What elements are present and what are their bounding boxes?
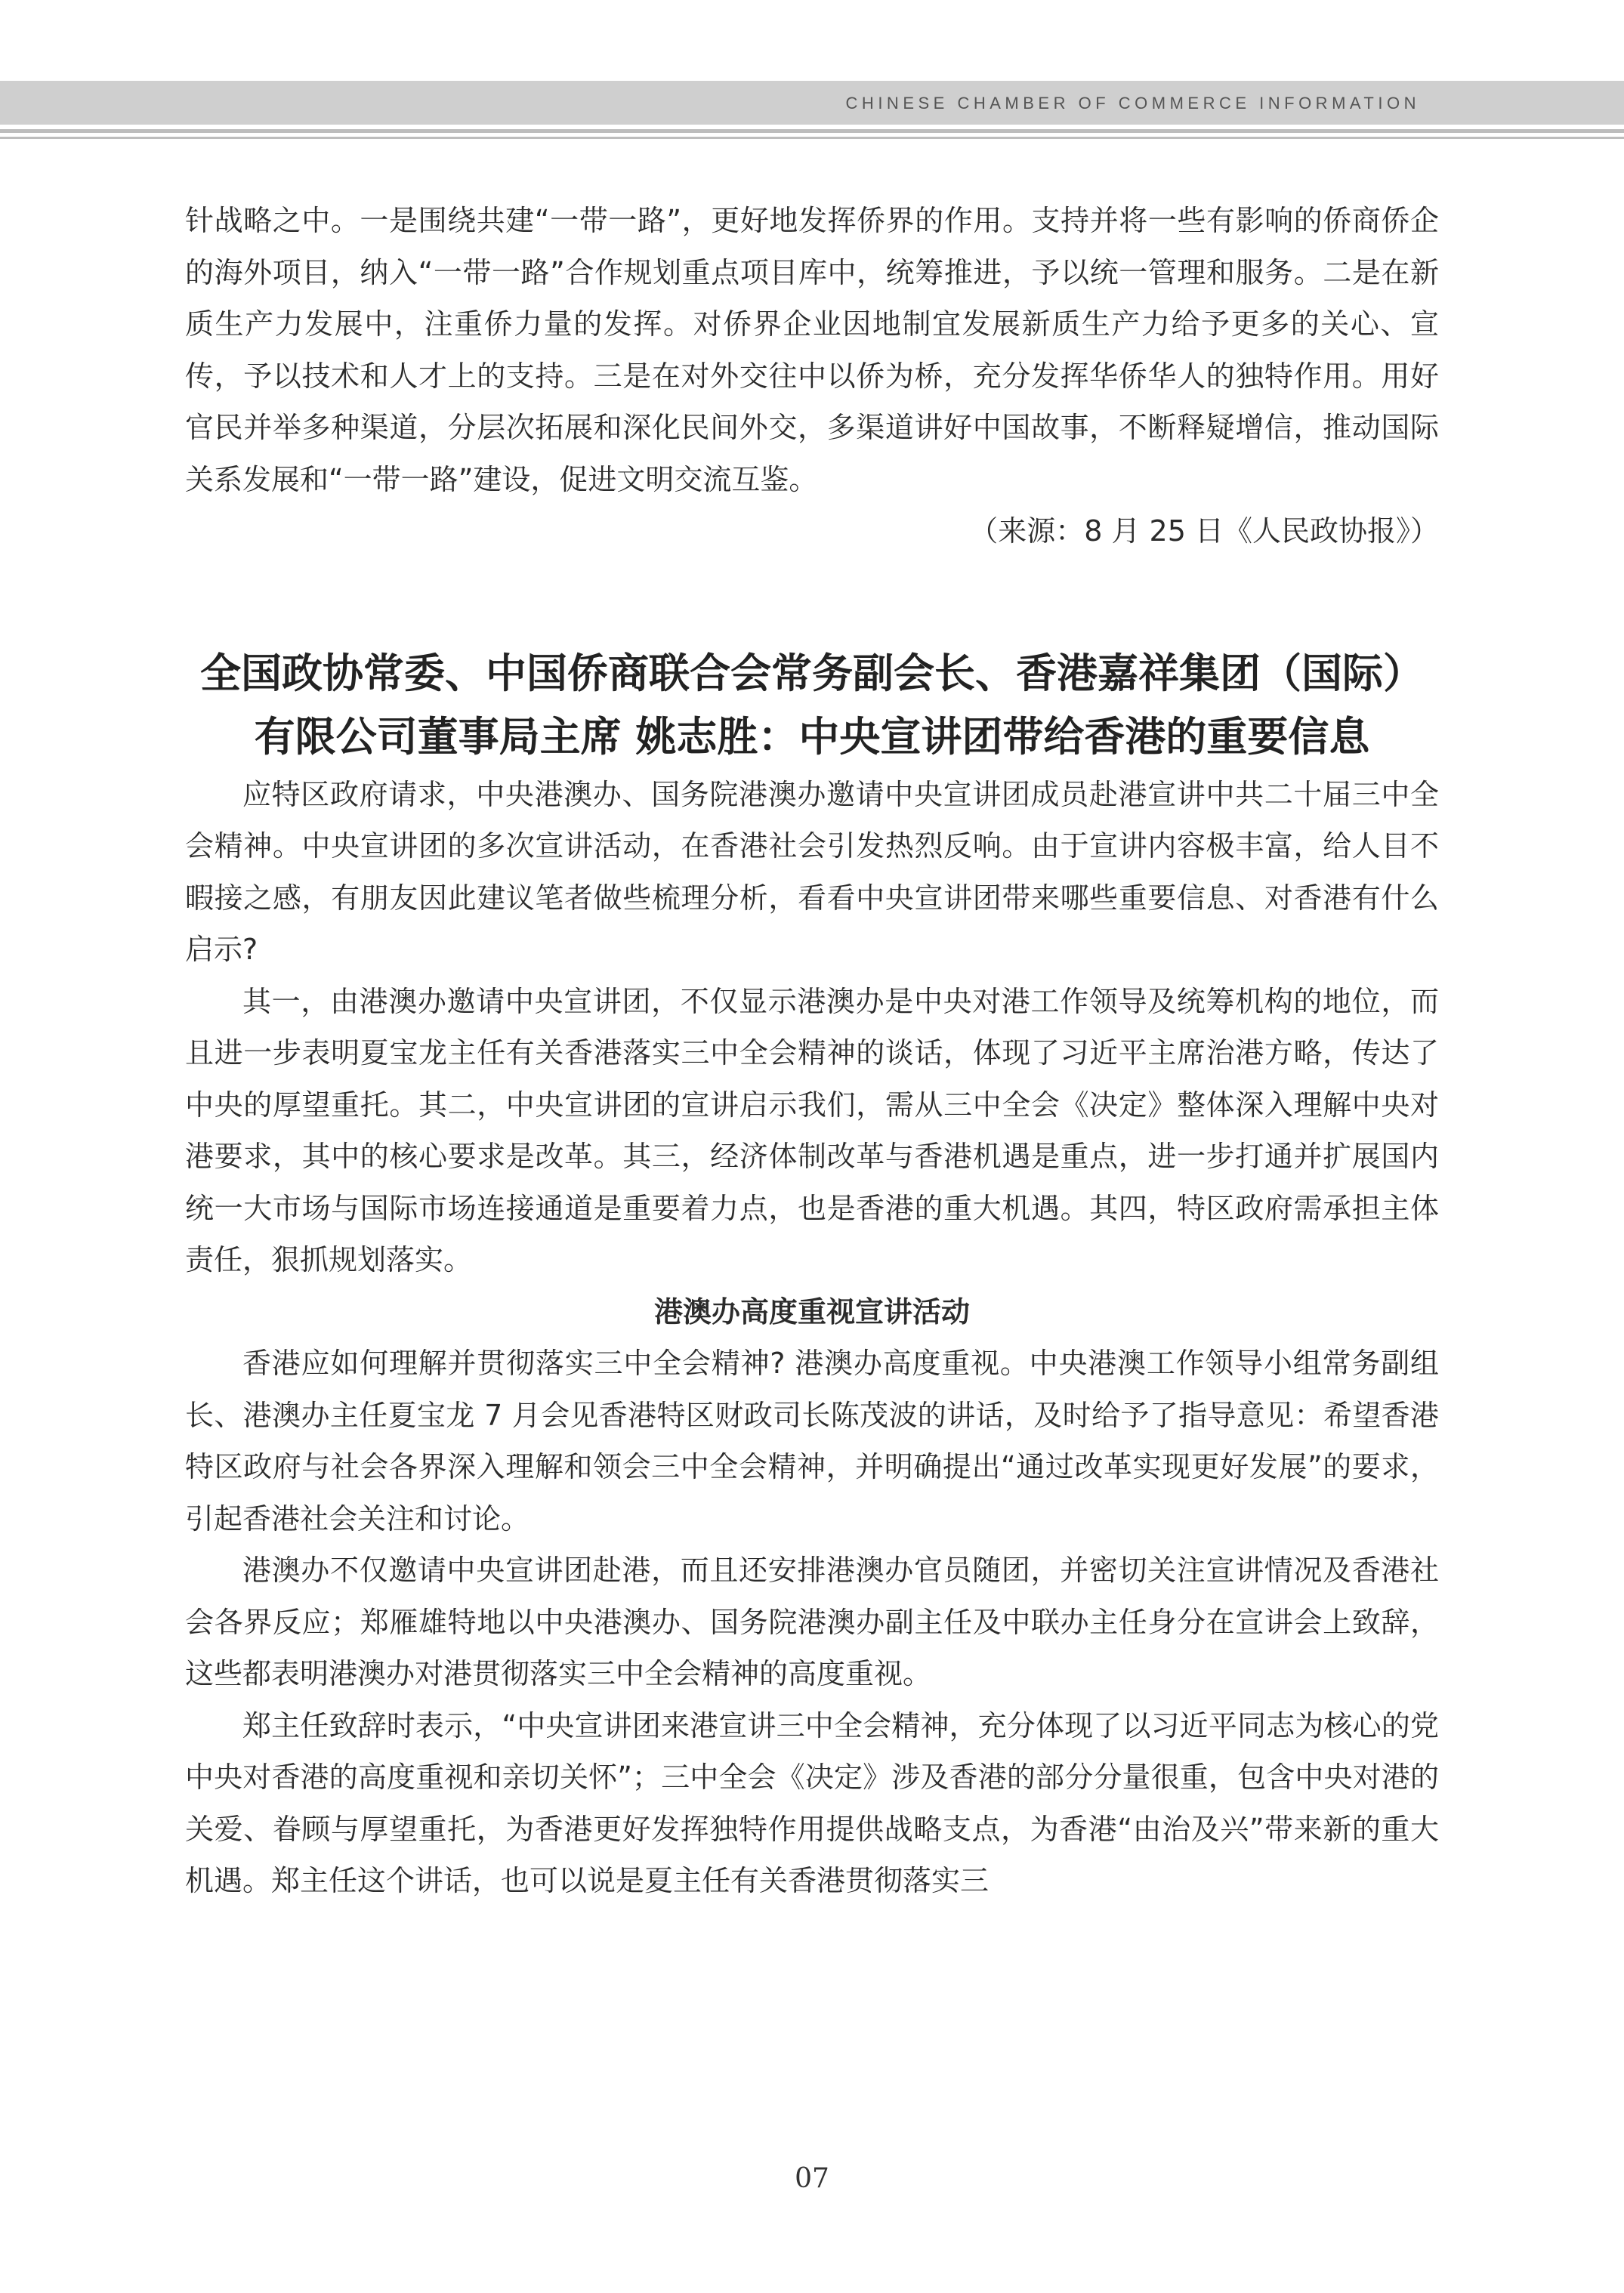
article-title: [185, 642, 1439, 769]
page-content: [185, 195, 1439, 1907]
previous-article-continuation: 针战略之中。一是围绕共建“一带一路”，更好地发挥侨界的作用。支持并将一些有影响的侨商侨企的海外项目，纳入“一带一路”合作规划重点项目库中，统筹推进，予以统一管理和服务。二是在新质生产力发展中，注重侨力量的发挥。对侨界企业因地制宜发展新质生产力给予更多的关心、宣传，予以技术和人才上的支持。三是在对外交往中以侨为桥，充分发挥华侨华人的独特作用。用好官民并举多种渠道，分层次拓展和深化民间外交，多渠道讲好中国故事，不断释疑增信，推动国际关系发展和“一带一路”建设，促进文明交流互鉴。: [185, 204, 1439, 496]
body-paragraph: 港澳办不仅邀请中央宣讲团赴港，而且还安排港澳办官员随团，并密切关注宣讲情况及香港社会各界反应；郑雁雄特地以中央港澳办、国务院港澳办副主任及中联办主任身分在宣讲会上致辞，这些都表明港澳办对港贯彻落实三中全会精神的高度重视。: [185, 1554, 1439, 1690]
header-divider: [0, 129, 1624, 133]
header-divider-thin: [0, 137, 1624, 139]
magazine-title: CHINESE CHAMBER OF COMMERCE INFORMATION: [845, 94, 1420, 113]
body-paragraph: 其一，由港澳办邀请中央宣讲团，不仅显示港澳办是中央对港工作领导及统筹机构的地位，而且进一步表明夏宝龙主任有关香港落实三中全会精神的谈话，体现了习近平主席治港方略，传达了中央的厚望重托。其二，中央宣讲团的宣讲启示我们，需从三中全会《决定》整体深入理解中央对港要求，其中的核心要求是改革。其三，经济体制改革与香港机遇是重点，进一步打通并扩展国内统一大市场与国际市场连接通道是重要着力点，也是香港的重大机遇。其四，特区政府需承担主体责任，狠抓规划落实。: [185, 984, 1439, 1276]
section-subheading: 港澳办高度重视宣讲活动: [653, 1295, 970, 1329]
body-paragraph: 香港应如何理解并贯彻落实三中全会精神? 港澳办高度重视。中央港澳工作领导小组常务副组长、港澳办主任夏宝龙 7 月会见香港特区财政司长陈茂波的讲话，及时给予了指导意见：希望香港特区政府与社会各界深入理解和领会三中全会精神，并明确提出“通过改革实现更好发展”的要求，引起香港社会关注和讨论。: [185, 1347, 1439, 1535]
article-title-line-1: 全国政协常委、中国侨商联合会常务副会长、香港嘉祥集团（国际）: [200, 649, 1424, 697]
source-citation: （来源：8 月 25 日《人民政协报》）: [969, 514, 1439, 548]
body-paragraph: 郑主任致辞时表示，“中央宣讲团来港宣讲三中全会精神，充分体现了以习近平同志为核心的党中央对香港的高度重视和亲切关怀”；三中全会《决定》涉及香港的部分分量很重，包含中央对港的关爱、眷顾与厚望重托，为香港更好发挥独特作用提供战略支点，为香港“由治及兴”带来新的重大机遇。郑主任这个讲话，也可以说是夏主任有关香港贯彻落实三: [185, 1708, 1439, 1897]
body-paragraph: 应特区政府请求，中央港澳办、国务院港澳办邀请中央宣讲团成员赴港宣讲中共二十届三中全会精神。中央宣讲团的多次宣讲活动，在香港社会引发热烈反响。由于宣讲内容极丰富，给人目不暇接之感，有朋友因此建议笔者做些梳理分析，看看中央宣讲团带来哪些重要信息、对香港有什么启示?: [185, 777, 1439, 966]
article-title-line-2: 有限公司董事局主席 姚志胜：中央宣讲团带给香港的重要信息: [254, 712, 1370, 761]
page-number: 07: [795, 2163, 829, 2194]
